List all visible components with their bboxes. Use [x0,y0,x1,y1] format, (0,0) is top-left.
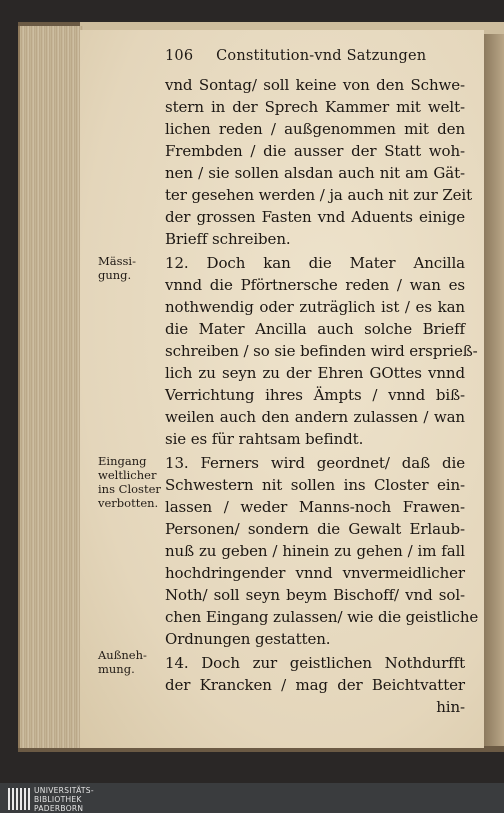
marginal-note-line: Eingang [98,454,147,468]
text-line: Ordnungen gestatten. [165,630,331,648]
text-line: nen / sie sollen alsdan auch nit am Gät- [165,164,465,182]
marginal-note [98,648,158,676]
catchword: hin- [436,698,465,716]
text-line: der Krancken / mag der Beichtvatter [165,676,465,694]
text-line: Frembden / die ausser der Statt woh- [165,142,465,160]
marginal-note [98,254,158,282]
running-head [165,48,465,66]
text-line: hochdringender vnnd vnvermeidlicher [165,564,465,582]
page-number: 106 [165,48,194,64]
right-page-edge [484,34,504,746]
marginal-note-line: Mässi- [98,254,136,268]
text-line: stern in der Sprech Kammer mit welt- [165,98,465,116]
marginal-note-line: ins Closter [98,482,161,496]
text-line: chen Eingang zulassen/ wie die geistliche [165,608,479,626]
text-line: lassen / weder Manns-noch Frawen- [165,498,465,516]
marginal-note-line: verbotten. [98,496,159,510]
marginal-note-line: weltlicher [98,468,157,482]
text-line: nuß zu geben / hinein zu gehen / im fall [165,542,465,560]
page-stack-edge [18,26,84,748]
text-line: 13. Ferners wird geordnet/ daß die [165,454,465,472]
library-name: UNIVERSITÄTS- BIBLIOTHEK PADERBORN [34,786,94,813]
text-line: Brieff schreiben. [165,230,291,248]
marginal-note-line: mung. [98,662,135,676]
text-line: vnd Sontag/ soll keine von den Schwe- [165,76,465,94]
text-line: der grossen Fasten vnd Aduents einige [165,208,465,226]
text-line: weilen auch den andern zulassen / wan [165,408,465,426]
text-line: 14. Doch zur geistlichen Nothdurfft [165,654,465,672]
text-line: die Mater Ancilla auch solche Brieff [165,320,465,338]
text-line: sie es für rahtsam befindt. [165,430,364,448]
library-logo-icon [8,788,30,810]
text-line: Noth/ soll seyn beym Bischoff/ vnd sol- [165,586,465,604]
text-line: Verrichtung ihres Ämpts / vnnd biß- [165,386,465,404]
marginal-note-line: Außneh- [98,648,147,662]
marginal-note [98,454,161,510]
text-line: Personen/ sondern die Gewalt Erlaub- [165,520,465,538]
text-line: 12. Doch kan die Mater Ancilla [165,254,465,272]
running-title: Constitution-vnd Satzungen [216,48,427,64]
text-line: lichen reden / außgenommen mit den [165,120,465,138]
text-line: vnnd die Pförtnersche reden / wan es [165,276,465,294]
text-line: lich zu seyn zu der Ehren GOttes vnnd [165,364,465,382]
text-line: Schwestern nit sollen ins Closter ein- [165,476,465,494]
marginal-note-line: gung. [98,268,132,282]
text-line: schreiben / so sie befinden wird ersprieß- [165,342,478,360]
text-line: ter gesehen werden / ja auch nit zur Zeit [165,186,473,204]
text-line: nothwendig oder zuträglich ist / es kan [165,298,465,316]
